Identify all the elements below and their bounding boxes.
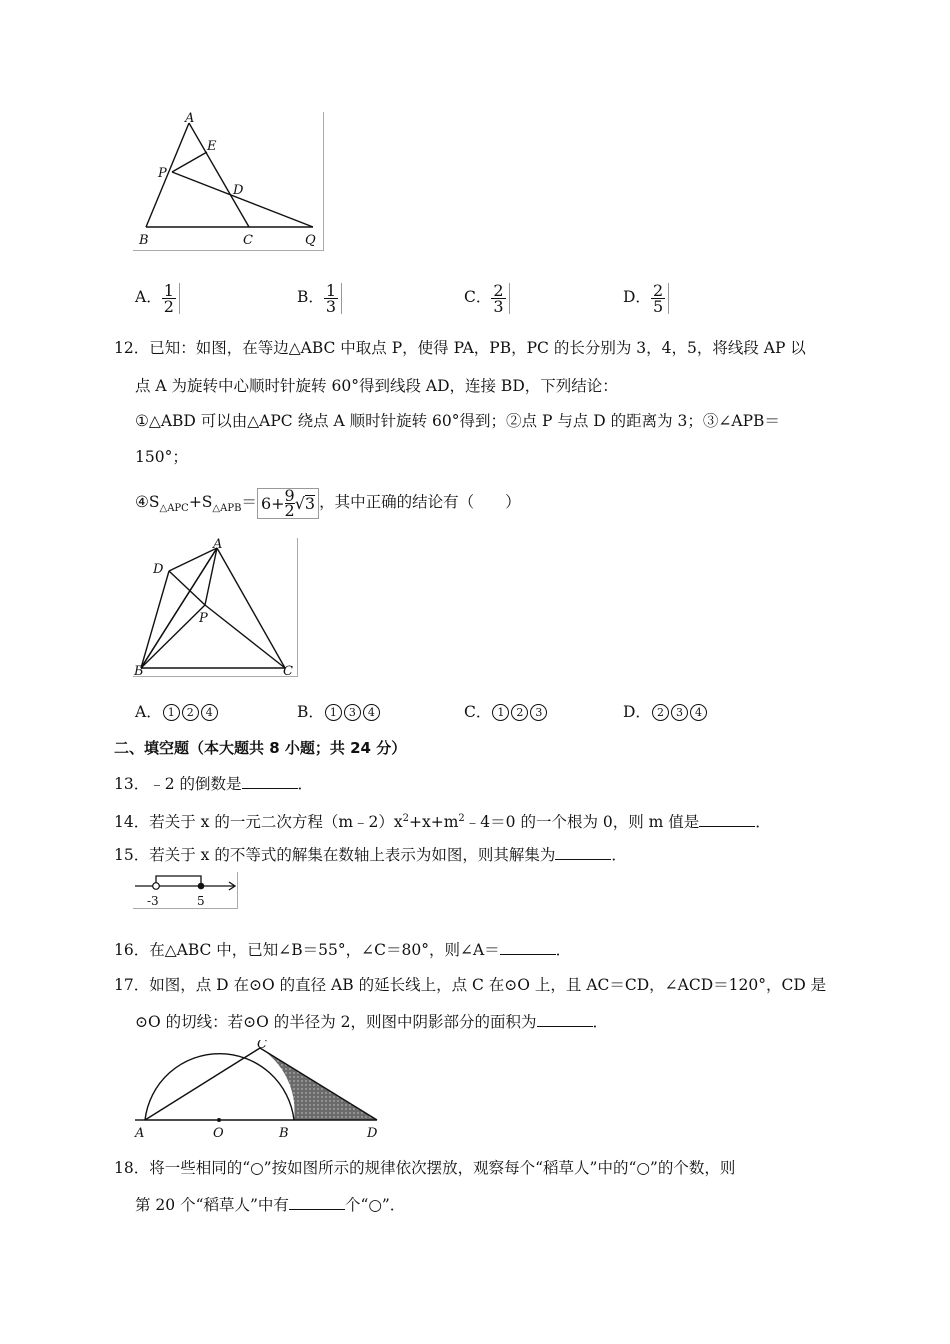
q18-line1: 18．将一些相同的“○”按如图所示的规律依次摆放，观察每个“稻草人”中的“○”的个数，则	[114, 1159, 736, 1177]
label-B: B	[139, 233, 149, 248]
fraction: $\frac{1}{2}$	[162, 283, 180, 314]
label-E: E	[207, 139, 217, 154]
q12-line4: 150°；	[135, 448, 188, 466]
label-B: B	[279, 1126, 289, 1140]
q12-option-a[interactable]: A． 1 2 4	[135, 702, 219, 722]
label-O: O	[213, 1126, 224, 1140]
q12-option-b[interactable]: B． 1 3 4	[297, 702, 381, 722]
q12-option-c[interactable]: C． 1 2 3	[464, 702, 548, 722]
number-line-diagram	[133, 872, 237, 908]
answer-blank[interactable]	[242, 774, 298, 789]
answer-blank[interactable]	[699, 812, 755, 827]
q12-figure	[133, 538, 298, 677]
answer-blank[interactable]	[555, 845, 611, 860]
q13: 13．﹣2 的倒数是 ．	[114, 775, 314, 793]
q12-line1: 12．已知：如图，在等边△ABC 中取点 P，使得 PA，PB，PC 的长分别为 3，4，5，将线段 AP 以	[114, 339, 806, 357]
label-D: D	[153, 562, 164, 577]
label-D: D	[233, 183, 244, 198]
q11-option-c[interactable]: C． $\frac{2}{3}$	[464, 280, 510, 314]
q15: 15．若关于 x 的不等式的解集在数轴上表示为如图，则其解集为 ．	[114, 846, 627, 864]
label-D: D	[367, 1126, 378, 1140]
label-B: B	[134, 664, 144, 676]
q12-line3: ①△ABD 可以由△APC 绕点 A 顺时针旋转 60°得到；②点 P 与点 D 的距离为 3；③∠APB＝	[135, 412, 780, 430]
q16: 16．在△ABC 中，已知∠B＝55°，∠C＝80°，则∠A＝ ．	[114, 941, 572, 959]
fraction: $\frac{2}{3}$	[491, 283, 509, 314]
q17-figure	[133, 1040, 383, 1140]
formula-box: 6+ $\frac{9}{2}$ √3	[257, 488, 319, 519]
label-A: A	[185, 112, 195, 126]
answer-blank[interactable]	[289, 1195, 345, 1210]
section-2-title: 二、填空题（本大题共 8 小题；共 24 分）	[114, 739, 407, 757]
q18-line2: 第 20 个“稻草人”中有 个“○”．	[135, 1196, 406, 1214]
q15-number-line	[133, 872, 238, 909]
label-Q: Q	[305, 233, 316, 248]
label-C: C	[257, 1040, 267, 1052]
circle-tangent-diagram	[133, 1040, 383, 1140]
label-P: P	[158, 166, 167, 181]
axis-label-minus3: -3	[147, 894, 159, 908]
center-point-icon	[217, 1118, 221, 1122]
open-point-icon	[153, 883, 160, 890]
label-C: C	[283, 664, 293, 676]
fraction: $\frac{1}{3}$	[324, 283, 342, 314]
q12-line2: 点 A 为旋转中心顺时针旋转 60°得到线段 AD，连接 BD，下列结论：	[135, 377, 618, 395]
q11-option-d[interactable]: D． $\frac{2}{5}$	[623, 280, 669, 314]
q11-option-a[interactable]: A． $\frac{1}{2}$	[135, 280, 180, 314]
axis-label-5: 5	[197, 894, 205, 908]
q11-triangle-diagram	[133, 112, 323, 250]
label-A: A	[213, 538, 223, 552]
answer-blank[interactable]	[537, 1012, 593, 1027]
q11-option-b[interactable]: B． $\frac{1}{3}$	[297, 280, 342, 314]
closed-point-icon	[198, 883, 205, 890]
q17-line1: 17．如图，点 D 在⊙O 的直径 AB 的延长线上，点 C 在⊙O 上，且 AC＝CD，∠ACD＝120°，CD 是	[114, 976, 827, 994]
label-C: C	[243, 233, 253, 248]
q11-figure	[133, 112, 324, 251]
q17-line2: ⊙O 的切线：若⊙O 的半径为 2，则图中阴影部分的面积为 ．	[135, 1013, 609, 1031]
answer-blank[interactable]	[500, 940, 556, 955]
q12-option-d[interactable]: D． 2 3 4	[623, 702, 708, 722]
q12-line5: $④S_{\triangle APC}+S_{\triangle APB}= 6+$ $\frac{9}{2}$ √3 ，其中正确的结论有（ ）	[135, 485, 521, 520]
label-A: A	[135, 1126, 145, 1140]
q12-triangle-diagram	[133, 538, 297, 676]
q14: 14．若关于 x 的一元二次方程$(m﹣2)x^2+x+m^2﹣4=0$ 的一个根为 0，则 m 值是 ．	[114, 813, 771, 832]
label-P: P	[199, 611, 208, 626]
fraction: $\frac{2}{5}$	[651, 283, 669, 314]
